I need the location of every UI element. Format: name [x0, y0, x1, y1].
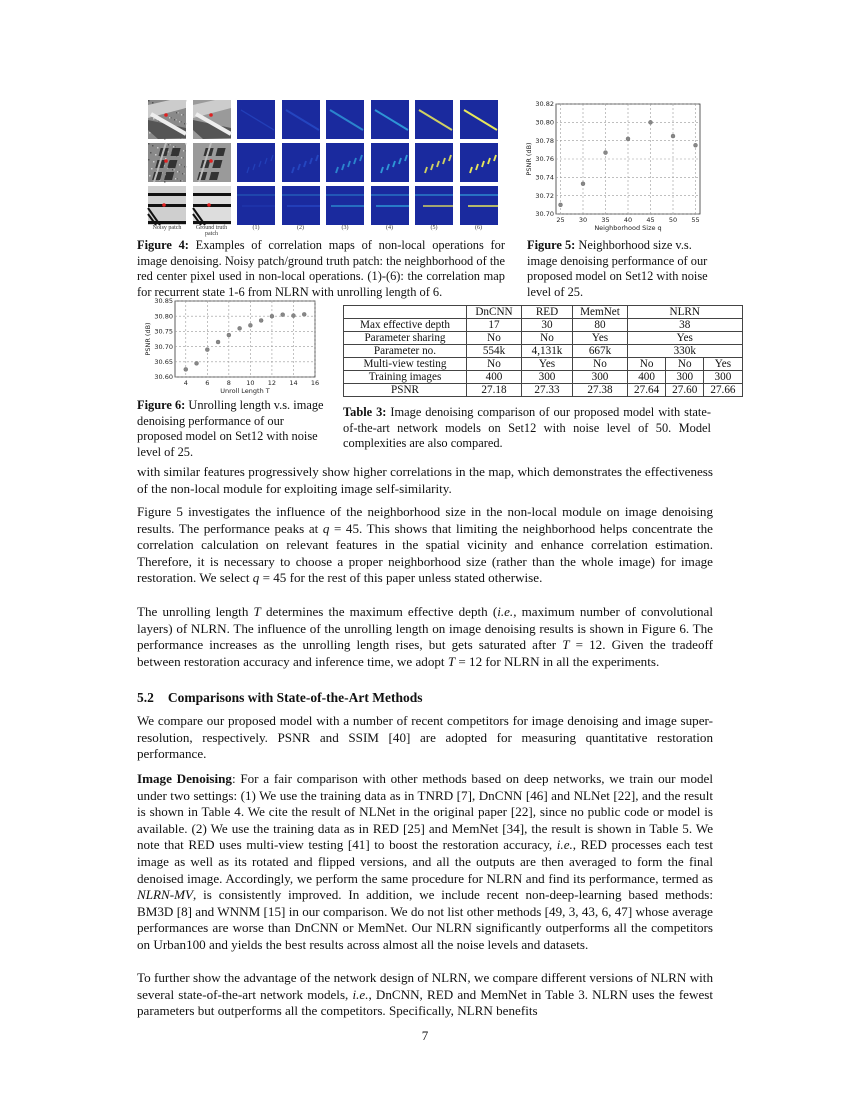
text-segment: We compare our proposed model with a number of recent competitors for image denoising and image super-resolution, respectively. PSNR and SSIM [40] are adopted for measuring quantitative restoration performance. — [137, 713, 713, 762]
x-tick-label: 8 — [226, 379, 231, 387]
y-tick-label: 30.60 — [154, 373, 173, 382]
caption-label: Figure 4: — [137, 238, 189, 252]
table-3-caption — [343, 405, 711, 452]
correlation-map-image — [460, 186, 498, 225]
section-number: 5.2 — [137, 690, 154, 705]
table-row — [344, 358, 743, 371]
text-segment: i.e. — [556, 837, 573, 853]
correlation-map-image — [237, 186, 275, 225]
table-cell: DnCNN — [467, 306, 522, 319]
y-tick-label: 30.65 — [154, 358, 173, 366]
caption-label: Table 3: — [343, 405, 387, 419]
correlation-map-image — [460, 100, 498, 139]
correlation-map-image — [415, 186, 453, 225]
table-header-row — [344, 306, 743, 319]
table-cell: 667k — [573, 345, 628, 358]
table-cell: Yes — [628, 332, 743, 345]
figure-4-image-grid — [148, 100, 498, 225]
table-cell: No — [467, 332, 522, 345]
text-segment: , DnCNN, RED and MemNet in Table 3. NLRN uses the fewest parameters but outperforms all the competitors. Specifically, NLRN benefits — [137, 986, 713, 1019]
table-cell: 4,131k — [522, 345, 573, 358]
y-tick-label: 30.72 — [535, 191, 554, 200]
correlation-map-image — [371, 186, 409, 225]
ground-truth-patch-image — [193, 143, 231, 182]
text-segment: q — [322, 520, 330, 536]
table-cell: 554k — [467, 345, 522, 358]
noisy-patch-image — [148, 186, 186, 225]
table-cell: Yes — [522, 358, 573, 371]
data-point — [626, 137, 630, 141]
table-cell: 400 — [628, 371, 666, 384]
y-axis-label: PSNR (dB) — [525, 142, 533, 176]
column-label: (4) — [386, 225, 393, 231]
table-cell: 27.66 — [704, 384, 742, 397]
table-cell: 27.60 — [666, 384, 704, 397]
correlation-map-image — [460, 143, 498, 182]
table-cell: RED — [522, 306, 573, 319]
caption-text: Unrolling length v.s. image denoising performance of our proposed model on Set12 with noise level of 25. — [137, 398, 324, 459]
text-segment: T — [253, 604, 261, 619]
text-segment: T — [447, 653, 456, 669]
figure-4-caption — [137, 238, 505, 300]
text-segment: = 45. This shows that limiting the neighborhood helps concentrate the correlation calculation on relevant features in the spatial vicinity and enhance correlation estimation. Therefore, it is necessary to choose a proper neighborhood size (rather than the whole image) for image restoration. We select — [137, 520, 713, 586]
correlation-map-image — [326, 100, 364, 139]
column-label: (2) — [297, 225, 304, 231]
text-segment: determines the maximum effective depth ( — [260, 604, 498, 619]
text-segment: , RED processes each test image as well as its rotated and flipped versions, and all the outputs are then averaged to form the final denoised image. Accordingly, we perform the same procedure for NLRN and find its performance, termed as — [137, 837, 713, 886]
section-heading — [137, 690, 436, 706]
figure-6-chart — [135, 295, 330, 395]
data-point — [581, 182, 585, 186]
correlation-map-image — [282, 100, 320, 139]
correlation-map-image — [282, 186, 320, 225]
table-cell: 400 — [467, 371, 522, 384]
text-segment: = 45 for the rest of this paper unless stated otherwise. — [259, 570, 543, 586]
y-tick-label: 30.74 — [535, 173, 554, 182]
y-tick-label: 30.76 — [535, 155, 554, 164]
y-tick-label: 30.75 — [154, 327, 173, 336]
text-segment: = 12. Given the tradeoff between restoration accuracy and inference time, we adopt — [137, 637, 713, 669]
text-segment: : For a fair comparison with other methods based on deep networks, we train our model under two settings: (1) We use the training data as in TNRD [7], DnCNN [46] and NLNet [22], and the result is shown in Table 4. We cite the result of NLNet in the original paper [22], since no public code or model is available. (2) We use the training data as in RED [25] and MemNet [34], the result is shown in Table 5. We note that RED uses multi-view testing [41] to boost the restoration accuracy, — [137, 771, 713, 853]
data-point — [671, 134, 675, 138]
data-point — [227, 333, 231, 337]
x-tick-label: 25 — [556, 216, 565, 224]
table-cell: MemNet — [573, 306, 628, 319]
data-point — [604, 151, 608, 155]
table-cell: 300 — [704, 371, 742, 384]
y-axis-label: PSNR (dB) — [144, 322, 152, 356]
table-cell: 38 — [628, 319, 743, 332]
table-cell: Max effective depth — [344, 319, 467, 332]
data-point — [205, 348, 209, 352]
section-title: Comparisons with State-of-the-Art Methods — [167, 690, 423, 705]
x-tick-label: 6 — [205, 379, 210, 387]
x-tick-label: 55 — [691, 216, 700, 224]
noisy-patch-image — [148, 143, 186, 182]
caption-text: Neighborhood size v.s. image denoising performance of our proposed model on Set12 with noise level of 25. — [527, 238, 708, 299]
table-cell: Yes — [704, 358, 742, 371]
data-point — [281, 313, 285, 317]
table-cell: 30 — [522, 319, 573, 332]
x-tick-label: 10 — [246, 379, 255, 387]
y-tick-label: 30.85 — [154, 297, 173, 306]
figure-5-caption — [527, 238, 713, 300]
correlation-map-image — [371, 100, 409, 139]
caption-text: Examples of correlation maps of non-local operations for image denoising. Noisy patch/ground truth patch: the neighborhood of the red center pixel used in non-local operations. (1)-(6): the correlation map for recurrent state 1-6 from NLRN with unrolling length of 6. — [137, 238, 505, 299]
column-label: (6) — [475, 225, 482, 231]
text-segment: Image Denoising — [137, 771, 232, 786]
x-tick-label: 50 — [668, 216, 678, 224]
y-tick-label: 30.80 — [535, 118, 554, 127]
table-cell: Training images — [344, 371, 467, 384]
x-tick-label: 35 — [601, 216, 610, 224]
x-axis-label: Neighborhood Size q — [594, 224, 662, 232]
table-cell: 27.38 — [573, 384, 628, 397]
text-segment: , is consistently improved. In addition, we include recent non-deep-learning based methods: BM3D [8] and WNNM [15] in our comparison. We do not list other methods [49, 3, 43, 6, 47] whose average performances are worse than DnCNN or MemNet. Our NLRN significantly outperforms all the competitors on Urban100 and yields the best results across almost all the noise levels and datasets. — [137, 887, 713, 952]
table-row — [344, 332, 743, 345]
column-label: (3) — [341, 225, 349, 231]
data-point — [195, 361, 199, 365]
table-cell: 300 — [666, 371, 704, 384]
y-tick-label: 30.70 — [154, 342, 173, 351]
table-cell: 17 — [467, 319, 522, 332]
y-tick-label: 30.82 — [535, 100, 554, 109]
table-cell: 27.64 — [628, 384, 666, 397]
correlation-map-image — [237, 100, 275, 139]
table-cell: No — [628, 358, 666, 371]
text-segment: q — [252, 570, 260, 586]
data-point — [216, 340, 220, 344]
figure-6-caption — [137, 398, 325, 460]
text-segment: To further show the advantage of the network design of NLRN, we compare different versions of NLRN with several state-of-the-art network models, — [137, 970, 713, 1002]
y-tick-label: 30.80 — [154, 312, 173, 321]
table-cell: Multi-view testing — [344, 358, 467, 371]
paragraph — [137, 970, 713, 1020]
table-3 — [343, 305, 743, 397]
x-axis-label: Unroll Length T — [220, 387, 270, 395]
correlation-map-image — [326, 143, 364, 182]
x-tick-label: 16 — [310, 379, 320, 387]
data-point — [291, 314, 295, 318]
caption-text: Image denoising comparison of our proposed model with state-of-the-art network models on Set12 with noise level of 50. Model complexities are also compared. — [343, 405, 711, 451]
data-point — [184, 367, 188, 371]
correlation-map-image — [282, 143, 320, 182]
x-tick-label: 30 — [578, 216, 588, 224]
column-label: Noisy patch — [152, 225, 182, 231]
figure-4-column-labels — [148, 225, 498, 237]
text-segment: i.e. — [352, 986, 369, 1002]
text-segment: Figure 5 investigates the influence of the neighborhood size in the non-local module on image denoising results. The performance peaks at — [137, 504, 713, 536]
caption-label: Figure 6: — [137, 398, 186, 412]
x-tick-label: 4 — [183, 379, 188, 387]
y-tick-label: 30.78 — [535, 136, 554, 145]
column-label: (1) — [252, 225, 260, 231]
caption-label: Figure 5: — [527, 238, 576, 252]
page-number: 7 — [421, 1028, 429, 1043]
correlation-map-image — [237, 143, 275, 182]
plot-frame — [175, 301, 315, 377]
text-segment: NLRN-MV — [137, 887, 194, 903]
text-segment: with similar features progressively show higher correlations in the map, which demonstrates the effectiveness of the non-local module for exploiting image self-similarity. — [137, 464, 713, 496]
x-tick-label: 40 — [623, 216, 633, 224]
data-point — [238, 326, 242, 330]
figure-5-chart — [520, 95, 715, 235]
data-point — [270, 314, 274, 318]
text-segment: T — [562, 637, 570, 653]
table-cell: 27.18 — [467, 384, 522, 397]
text-segment: = 12 for NLRN in all the experiments. — [455, 653, 660, 669]
paragraph — [137, 771, 713, 954]
x-tick-label: 14 — [289, 379, 298, 387]
y-tick-label: 30.70 — [535, 210, 554, 219]
data-point — [559, 203, 563, 207]
table-cell: No — [573, 358, 628, 371]
column-label: Ground truth patch — [195, 225, 228, 237]
table-cell: Parameter no. — [344, 345, 467, 358]
table-cell: No — [666, 358, 704, 371]
paragraph — [137, 504, 713, 587]
table-row — [344, 319, 743, 332]
ground-truth-patch-image — [193, 186, 231, 225]
correlation-map-image — [371, 143, 409, 182]
table-row — [344, 371, 743, 384]
noisy-patch-image — [148, 100, 186, 139]
x-tick-label: 12 — [267, 379, 277, 387]
table-cell: Parameter sharing — [344, 332, 467, 345]
column-label: (5) — [430, 225, 438, 231]
paragraph — [137, 604, 713, 670]
table-cell: 330k — [628, 345, 743, 358]
table-cell: 27.33 — [522, 384, 573, 397]
table-cell: No — [467, 358, 522, 371]
data-point — [248, 323, 252, 327]
table-cell: NLRN — [628, 306, 743, 319]
table-cell: PSNR — [344, 384, 467, 397]
paragraph — [137, 713, 713, 763]
data-point — [649, 120, 653, 124]
table-cell: 300 — [522, 371, 573, 384]
table-cell: 300 — [573, 371, 628, 384]
data-point — [694, 143, 698, 147]
ground-truth-patch-image — [193, 100, 231, 139]
table-row — [344, 345, 743, 358]
correlation-map-image — [326, 186, 364, 225]
table-row — [344, 384, 743, 397]
correlation-map-image — [415, 100, 453, 139]
table-cell: Yes — [573, 332, 628, 345]
table-cell: 80 — [573, 319, 628, 332]
text-segment: , maximum number of convolutional layers) of NLRN. The influence of the unrolling length on image denoising results is shown in Figure 6. The performance increases as the unrolling length rises, but gets saturated after — [137, 604, 714, 653]
correlation-map-image — [415, 143, 453, 182]
data-point — [259, 318, 263, 322]
x-tick-label: 45 — [646, 216, 655, 224]
text-segment: The unrolling length — [137, 604, 254, 619]
data-point — [302, 312, 306, 316]
text-segment: i.e. — [497, 604, 514, 619]
table-cell — [344, 306, 467, 319]
table-cell: No — [522, 332, 573, 345]
paragraph — [137, 464, 713, 497]
